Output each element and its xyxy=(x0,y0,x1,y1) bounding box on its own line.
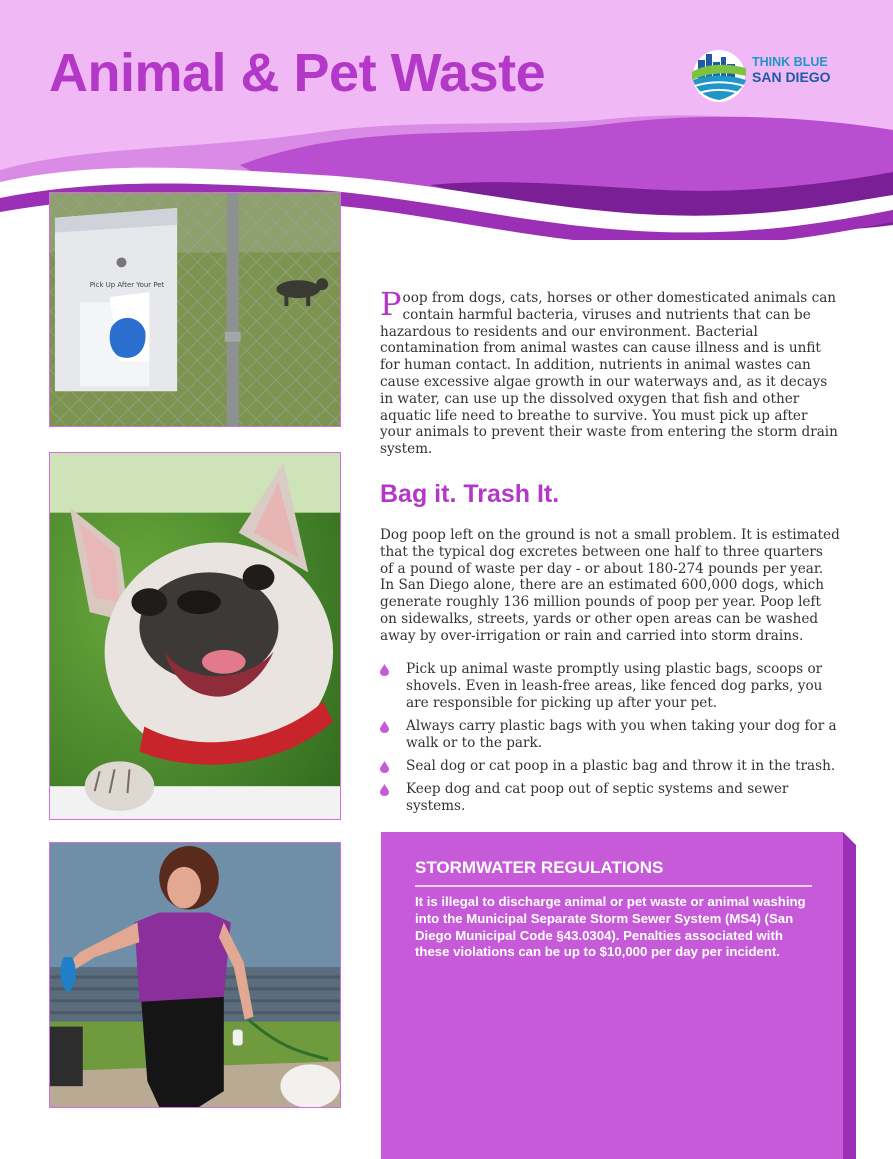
dog-waste-dispenser-photo xyxy=(49,192,341,427)
list-item-text: Pick up animal waste promptly using plastic bags, scoops or shovels. Even in leash-free areas, like fenced dog parks, you are responsible for picking up after your pet. xyxy=(406,661,823,711)
regulations-box xyxy=(381,832,843,1159)
droplet-bullet-icon xyxy=(380,761,389,773)
dispenser-label: Pick Up After Your Pet xyxy=(89,281,165,290)
section-heading: Bag it. Trash It. xyxy=(380,480,560,508)
logo-line-2: SAN DIEGO xyxy=(752,69,831,85)
list-item xyxy=(380,758,840,775)
section-paragraph: Dog poop left on the ground is not a small problem. It is estimated that the typical dog excretes between one half to three quarters of a pound of waste per day - or about 180-274 pounds per year. In San Diego alone, there are an estimated 600,000 dogs, which generate roughly 136 million pounds of poop per year. Poop left on sidewalks, streets, yards or other open areas can be washed away by over-irrigation or rain and carried into storm drains. xyxy=(380,527,840,644)
think-blue-logo xyxy=(690,50,850,102)
woman-walking-dog-photo xyxy=(49,842,341,1108)
list-item-text: Keep dog and cat poop out of septic systems and sewer systems. xyxy=(406,781,789,815)
regulations-body: It is illegal to discharge animal or pet waste or animal washing into the Municipal Separate Storm Sewer System (MS4) (San Diego Municipal Code §43.0304). Penalties associated with these violations can be up to $10,000 per day per incident. xyxy=(415,894,806,960)
intro-paragraph xyxy=(380,285,840,458)
list-item xyxy=(380,718,840,752)
droplet-bullet-icon xyxy=(380,784,389,796)
regulations-divider xyxy=(415,885,812,887)
regulations-title: STORMWATER REGULATIONS xyxy=(415,858,664,877)
french-bulldog-photo xyxy=(49,452,341,820)
list-item xyxy=(380,661,840,711)
intro-dropcap: P xyxy=(380,285,402,323)
tips-list xyxy=(380,661,840,821)
droplet-bullet-icon xyxy=(380,664,389,676)
regulations-box-edge xyxy=(843,832,856,1159)
skyline-wave-logo-icon xyxy=(690,50,748,102)
list-item-text: Always carry plastic bags with you when taking your dog for a walk or to the park. xyxy=(406,717,837,751)
droplet-bullet-icon xyxy=(380,721,389,733)
logo-text xyxy=(752,55,831,85)
logo-line-1: THINK BLUE xyxy=(752,55,828,69)
list-item xyxy=(380,781,840,815)
intro-text: oop from dogs, cats, horses or other domesticated animals can contain harmful bacteria, viruses and nutrients that can be hazardous to residents and our environment. Bacterial contamination from animal wastes can cause illness and is unfit for human contact. In addition, nutrients in animal wastes can cause excessive algae growth in our waterways and, as it decays in water, can use up the dissolved oxygen that fish and other aquatic life need to breathe to survive. You must pick up after your animals to prevent their waste from entering the storm drain system. xyxy=(380,290,838,458)
list-item-text: Seal dog or cat poop in a plastic bag and throw it in the trash. xyxy=(406,757,836,774)
page-title: Animal & Pet Waste xyxy=(49,43,546,103)
